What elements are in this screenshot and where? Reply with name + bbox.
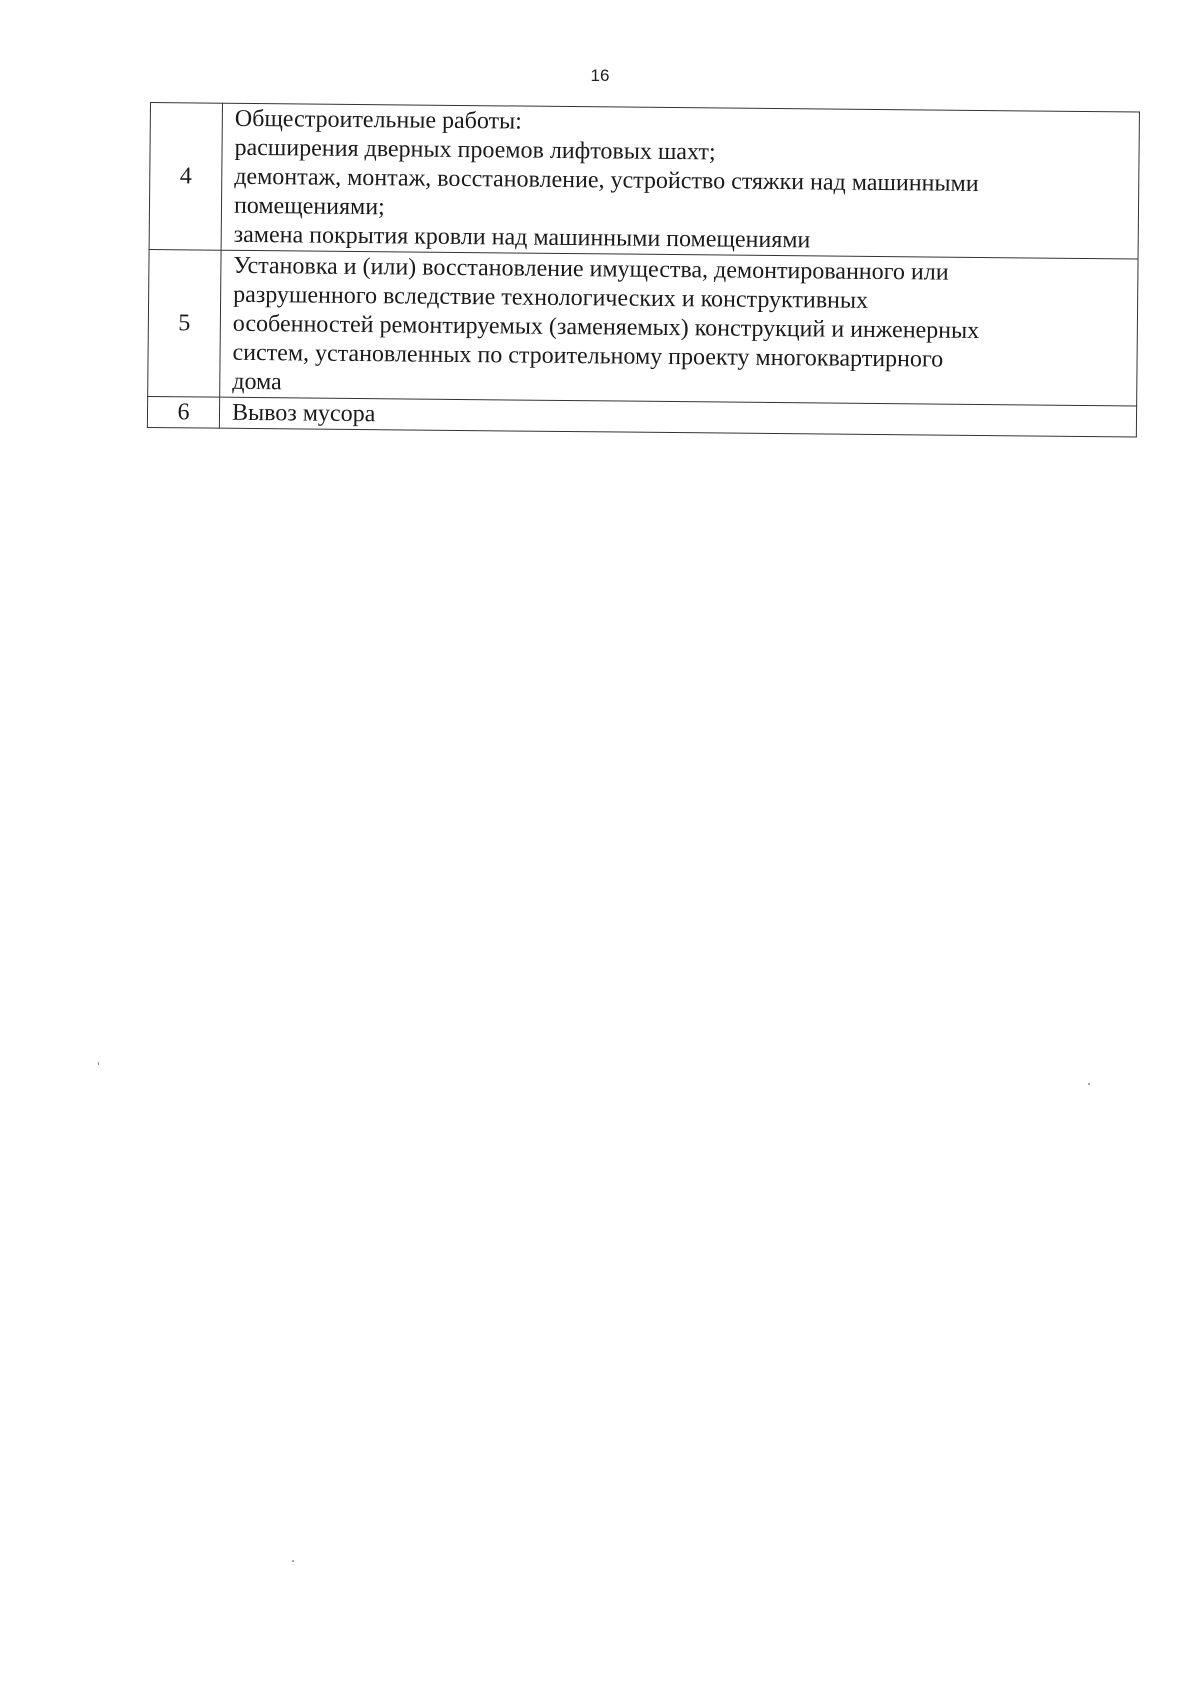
description-line: Вывоз мусора	[231, 399, 376, 428]
description-line: демонтаж, монтаж, восстановление, устройство стяжки над машинными	[234, 163, 979, 197]
row-number: 6	[147, 396, 219, 428]
works-table	[147, 102, 1140, 437]
row-number: 4	[149, 103, 222, 251]
description-line: дома	[232, 368, 282, 396]
scan-speck	[1088, 1083, 1090, 1085]
description-line: расширения дверных проемов лифтовых шахт;	[234, 134, 716, 166]
row-description	[220, 250, 1138, 406]
description-line: Установка и (или) восстановление имущества, демонтированного или	[233, 252, 949, 286]
table-row	[148, 249, 1138, 405]
description-line: разрушенного вследствие технологических и конструктивных	[233, 281, 869, 314]
description-line: Общестроительные работы:	[234, 105, 523, 135]
scan-speck	[292, 1560, 294, 1562]
works-table-container	[147, 102, 1140, 437]
description-line: замена покрытия кровли над машинными помещениями	[233, 221, 811, 254]
page-number: 16	[590, 66, 610, 85]
description-line: помещениями;	[233, 192, 385, 221]
row-description	[221, 103, 1139, 259]
description-line: систем, установленных по строительному проекту многоквартирного	[232, 339, 944, 373]
table-row	[149, 103, 1139, 259]
scan-speck	[98, 1062, 99, 1065]
row-number: 5	[148, 249, 221, 397]
description-line: особенностей ремонтируемых (заменяемых) конструкций и инженерных	[232, 310, 980, 344]
